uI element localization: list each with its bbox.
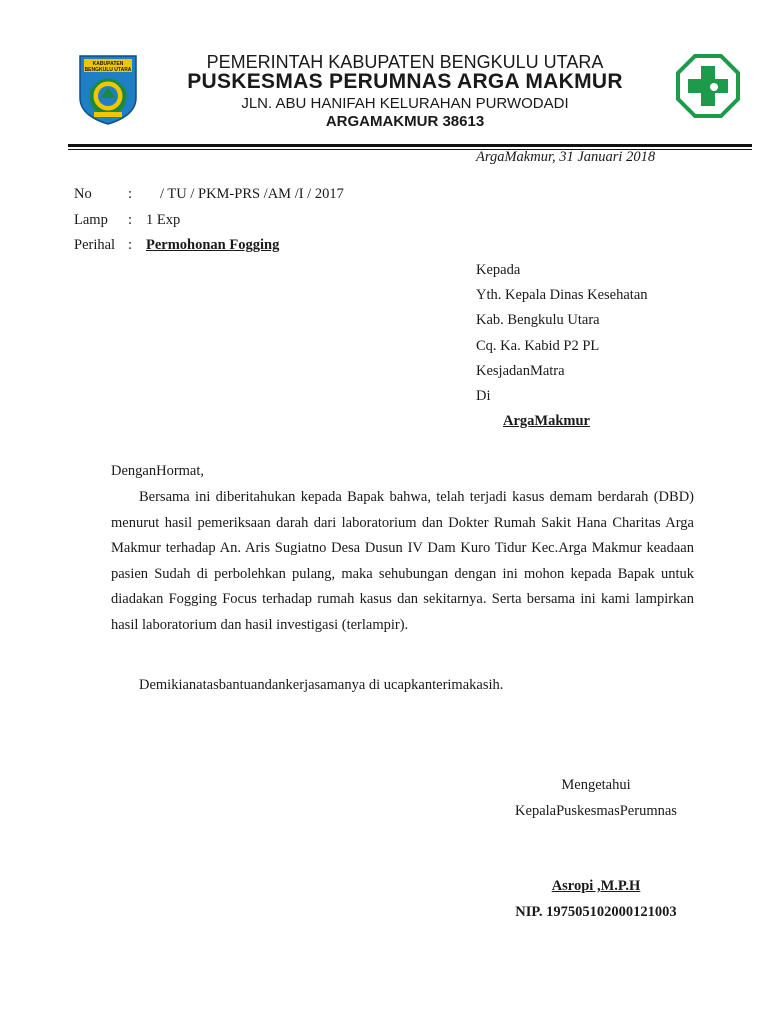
letterhead-line-city: ARGAMAKMUR 38613 <box>325 113 485 130</box>
signature-name: Asropi ,M.P.H <box>551 878 641 894</box>
regency-emblem-icon <box>76 52 140 126</box>
recipient-line: Kab. Bengkulu Utara <box>476 312 600 328</box>
lamp-label: Lamp <box>74 212 108 228</box>
letterhead-line-government: PEMERINTAH KABUPATEN BENGKULU UTARA <box>206 52 604 72</box>
recipient-line: Di <box>476 388 491 404</box>
emblem-top-text: KABUPATEN <box>92 61 124 67</box>
letterhead-line-address: JLN. ABU HANIFAH KELURAHAN PURWODADI <box>241 95 569 112</box>
no-value: / TU / PKM-PRS /AM /I / 2017 <box>160 186 344 202</box>
perihal-label: Perihal <box>74 237 116 253</box>
perihal-value: Permohonan Fogging <box>146 237 280 253</box>
recipient-line: Kepada <box>476 262 521 278</box>
emblem-top-text-2: BENGKULU UTARA <box>84 67 132 73</box>
body-paragraph: Bersama ini diberitahukan kepada Bapak bahwa, telah terjadi kasus demam berdarah (DBD) menurut hasil pemeriksaan darah dari laboratorium dan Dokter Rumah Sakit Hana Charitas Arga Makmur terhadap An. Aris Sugiatno Desa Dusun IV Dam Kuro Tidur Kec.Arga Makmur keadaan pasien Sudah di perbolehkan pulang, maka sehubungan dengan ini mohon kepada Bapak untuk diadakan Fogging Focus terhadap rumah kasus dan sekitarnya. Serta bersama ini kami lampirkan hasil laboratorium dan hasil investigasi (terlampir). <box>111 489 694 633</box>
header-divider-thick <box>68 144 752 147</box>
perihal-colon: : <box>128 237 133 253</box>
lamp-colon: : <box>128 212 133 228</box>
signature-acknowledge: Mengetahui <box>561 777 631 793</box>
puskesmas-cross-icon <box>676 54 740 118</box>
recipient-line: Yth. Kepala Dinas Kesehatan <box>476 287 648 303</box>
signature-position: KepalaPuskesmasPerumnas <box>515 803 677 819</box>
lamp-value: 1 Exp <box>146 212 181 228</box>
recipient-line: Cq. Ka. Kabid P2 PL <box>476 338 600 354</box>
greeting: DenganHormat, <box>111 463 205 479</box>
no-colon: : <box>128 186 133 202</box>
no-label: No <box>74 186 92 202</box>
letterhead-line-puskesmas: PUSKESMAS PERUMNAS ARGA MAKMUR <box>187 70 623 93</box>
closing-sentence: Demikianatasbantuandankerjasamanya di ucapkanterimakasih. <box>139 677 504 693</box>
letter-date: ArgaMakmur, 31 Januari 2018 <box>476 149 656 165</box>
recipient-city: ArgaMakmur <box>503 413 590 429</box>
signature-nip: NIP. 197505102000121003 <box>515 904 677 920</box>
recipient-line: KesjadanMatra <box>476 363 565 379</box>
